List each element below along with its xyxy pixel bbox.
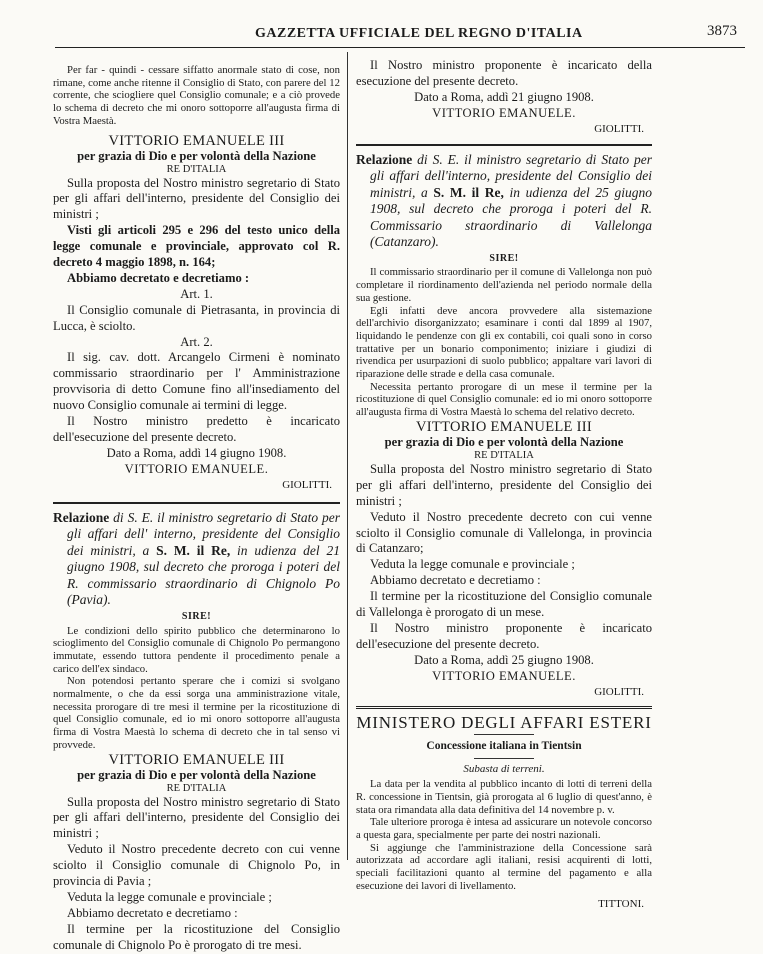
short-rule bbox=[474, 734, 534, 735]
decree-date: Dato a Roma, addì 14 giugno 1908. bbox=[106, 445, 287, 460]
king-title: VITTORIO EMANUELE III bbox=[108, 751, 285, 768]
sire-salutation: SIRE! bbox=[489, 252, 519, 264]
king-signature: VITTORIO EMANUELE. bbox=[432, 105, 576, 120]
decree-paragraph: Abbiamo decretato e decretiamo : bbox=[67, 270, 250, 285]
re-ditalia: RE D'ITALIA bbox=[474, 449, 534, 461]
grace-line: per grazia di Dio e per volontà della Nazione bbox=[77, 148, 316, 163]
king-signature: VITTORIO EMANUELE. bbox=[432, 668, 576, 683]
column-divider bbox=[347, 52, 348, 860]
decree-paragraph: Il Nostro ministro proponente è incaricato dell'esecuzione del presente decreto. bbox=[356, 620, 652, 651]
minister-signature: GIOLITTI. bbox=[282, 478, 332, 491]
king-title: VITTORIO EMANUELE III bbox=[416, 418, 592, 435]
relazione-lead: Relazione bbox=[53, 509, 110, 525]
decree-date: Dato a Roma, addì 21 giugno 1908. bbox=[414, 89, 594, 104]
minister-signature: GIOLITTI. bbox=[594, 685, 644, 698]
left-column bbox=[53, 58, 340, 954]
section-subtitle: Subasta di terreni. bbox=[463, 763, 545, 776]
relazione-paragraph: Egli infatti deve ancora provvedere alla sistemazione dell'archivio disorganizzato; esaminare i conti dal 1899 al 1907, liquidando le pendenze con gli ex contabili, coi quali sono in corso trattative per un bonario componimento; iniziare i giudizi di rivendica per usurpazioni di suolo pubblico; appaltare vari lavori di riparazione delle strade e della casa comunale. bbox=[356, 304, 652, 381]
decree-paragraph: Abbiamo decretato e decretiamo : bbox=[370, 573, 541, 588]
relazione-paragraph: Il commissario straordinario per il comune di Vallelonga non può completare il riordinamento dell'azienda nel periodo normale della sua gestione. bbox=[356, 266, 652, 304]
relazione-paragraph: Non potendosi pertanto sperare che i comizi si svolgano normalmente, o che da essi sorga una amministrazione vitale, necessita prorogare di tre mesi il termine per la ricostituzione di quel Consiglio comunale, ed io mi onoro sottoporre all'augusta firma di Vostra Maestà lo schema di decreto che in tal senso vi provvede. bbox=[53, 675, 340, 751]
decree-paragraph: Sulla proposta del Nostro ministro segretario di Stato per gli affari dell'interno, presidente del Consiglio dei ministri ; bbox=[356, 461, 652, 508]
decree-paragraph: Il termine per la ricostituzione del Consiglio comunale di Chignolo Po è prorogato di tre mesi. bbox=[53, 921, 340, 952]
relazione-king: S. M. il Re, bbox=[433, 184, 504, 200]
minister-signature: TITTONI. bbox=[598, 897, 644, 910]
decree-paragraph: Il sig. cav. dott. Arcangelo Cirmeni è nominato commissario straordinario per l' Amministrazione provvisoria di detto Comune fino all'insediamento del nuovo Consiglio comunale ai termini di legge. bbox=[53, 350, 340, 413]
relazione-text: di S. E. il ministro segretario di Stato per gli affari dell' interno, presidente del Consiglio dei ministri, a bbox=[67, 509, 341, 558]
decree-paragraph: Veduta la legge comunale e provinciale ; bbox=[67, 890, 272, 905]
decree-paragraph: Il Nostro ministro proponente è incaricato della esecuzione del presente decreto. bbox=[356, 58, 652, 88]
relazione-paragraph: Necessita pertanto prorogare di un mese il termine per la ricostituzione di quel Consiglio comunale: ed io mi onoro sottoporre all'augusta firma di Vostra Maestà lo schema del relativo decreto. bbox=[356, 380, 652, 419]
intro-paragraph: Per far - quindi - cessare siffatto anormale stato di cose, non rimane, come anche ritenne il Consiglio di Stato, con parere del 12 corrente, che sciogliere quel Consiglio comunale; e a ciò provede lo schema di decreto che mi onoro sottoporre all'augusta firma di Vostra Maestà. bbox=[53, 64, 340, 127]
section-rule bbox=[356, 706, 652, 709]
gazette-title: GAZZETTA UFFICIALE DEL REGNO D'ITALIA bbox=[255, 26, 583, 41]
decree-paragraph: Veduto il Nostro precedente decreto con cui venne sciolto il Consiglio comunale di Chignolo Po, in provincia di Pavia ; bbox=[53, 842, 340, 889]
minister-signature: GIOLITTI. bbox=[594, 122, 644, 135]
decree-paragraph: Sulla proposta del Nostro ministro segretario di Stato per gli affari dell'interno, presidente del Consiglio dei ministri ; bbox=[53, 175, 340, 222]
decree-paragraph: Sulla proposta del Nostro ministro segretario di Stato per gli affari dell'interno, presidente del Consiglio dei ministri ; bbox=[53, 794, 340, 841]
decree-paragraph: Il termine per la ricostituzione del Consiglio comunale di Vallelonga è prorogato di un mese. bbox=[356, 589, 652, 620]
relazione-heading bbox=[53, 510, 340, 609]
right-column bbox=[356, 58, 652, 912]
decree-paragraph: Abbiamo decretato e decretiamo : bbox=[67, 905, 238, 920]
king-signature: VITTORIO EMANUELE. bbox=[124, 461, 269, 476]
relazione-text: in udienza del 21 giugno 1908, sul decreto che proroga i poteri del R. commissario straordinario di Chignolo Po (Pavia). bbox=[67, 542, 340, 608]
relazione-heading bbox=[356, 152, 652, 251]
section-rule bbox=[356, 144, 652, 146]
decree-paragraph: Il Nostro ministro predetto è incaricato dell'esecuzione del presente decreto. bbox=[53, 414, 340, 445]
ministry-heading: MINISTERO DEGLI AFFARI ESTERI bbox=[356, 713, 652, 733]
grace-line: per grazia di Dio e per volontà della Nazione bbox=[77, 767, 316, 782]
decree-paragraph: Veduta la legge comunale e provinciale ; bbox=[370, 557, 575, 572]
notice-paragraph: La data per la vendita al pubblico incanto di lotti di terreni della R. concessione in Tientsin, già prorogata al 6 luglio di quest'anno, è stata ora rimandata alla data definitiva del 14 novembre p. v. bbox=[356, 778, 652, 816]
page-number: 3873 bbox=[707, 23, 737, 39]
short-rule bbox=[474, 758, 534, 759]
notice-paragraph: Si aggiunge che l'amministrazione della Concessione sarà autorizzata ad accordare agli italiani, resisi acquirenti di lotti, speciali facilitazioni quanto al termine del pagamento e alla esecuzione dei lavori di livellamento. bbox=[356, 841, 652, 892]
decree-paragraph: Veduto il Nostro precedente decreto con cui venne sciolto il Consiglio comunale di Vallelonga, in provincia di Catanzaro; bbox=[356, 509, 652, 556]
re-ditalia: RE D'ITALIA bbox=[166, 163, 227, 175]
notice-paragraph: Tale ulteriore proroga è intesa ad assicurare un notevole concorso a questa gara, specialmente per parte dei nostri nazionali. bbox=[356, 816, 652, 841]
decree-date: Dato a Roma, addì 25 giugno 1908. bbox=[414, 652, 594, 667]
relazione-text: in udienza del 25 giugno 1908, sul decreto che proroga i poteri del R. Commissario straordinario di Vallelonga (Catanzaro). bbox=[370, 184, 652, 250]
sire-salutation: SIRE! bbox=[181, 610, 212, 622]
re-ditalia: RE D'ITALIA bbox=[166, 782, 227, 794]
header-rule bbox=[55, 47, 745, 48]
decree-paragraph: Il Consiglio comunale di Pietrasanta, in provincia di Lucca, è sciolto. bbox=[53, 302, 340, 333]
section-rule bbox=[53, 502, 340, 504]
decree-paragraph: Visti gli articoli 295 e 296 del testo unico della legge comunale e provinciale, approvato col R. decreto 4 maggio 1898, n. 164; bbox=[53, 223, 340, 270]
article-heading: Art. 2. bbox=[180, 334, 213, 349]
grace-line: per grazia di Dio e per volontà della Nazione bbox=[384, 434, 624, 449]
page-header bbox=[55, 20, 745, 46]
relazione-king: S. M. il Re, bbox=[156, 542, 231, 558]
relazione-text: di S. E. il ministro segretario di Stato per gli affari dell'interno, presidente del Consiglio dei ministri, a bbox=[370, 151, 653, 200]
article-heading: Art. 1. bbox=[180, 286, 213, 301]
relazione-paragraph: Le condizioni dello spirito pubblico che determinarono lo scioglimento del Consiglio comunale di Chignolo Po permangono immutate, essendo tuttora pendente il procedimento penale a carico dell'ex sindaco. bbox=[53, 624, 340, 675]
king-title: VITTORIO EMANUELE III bbox=[108, 132, 285, 149]
relazione-lead: Relazione bbox=[356, 151, 413, 167]
section-subheading: Concessione italiana in Tientsin bbox=[426, 740, 582, 753]
